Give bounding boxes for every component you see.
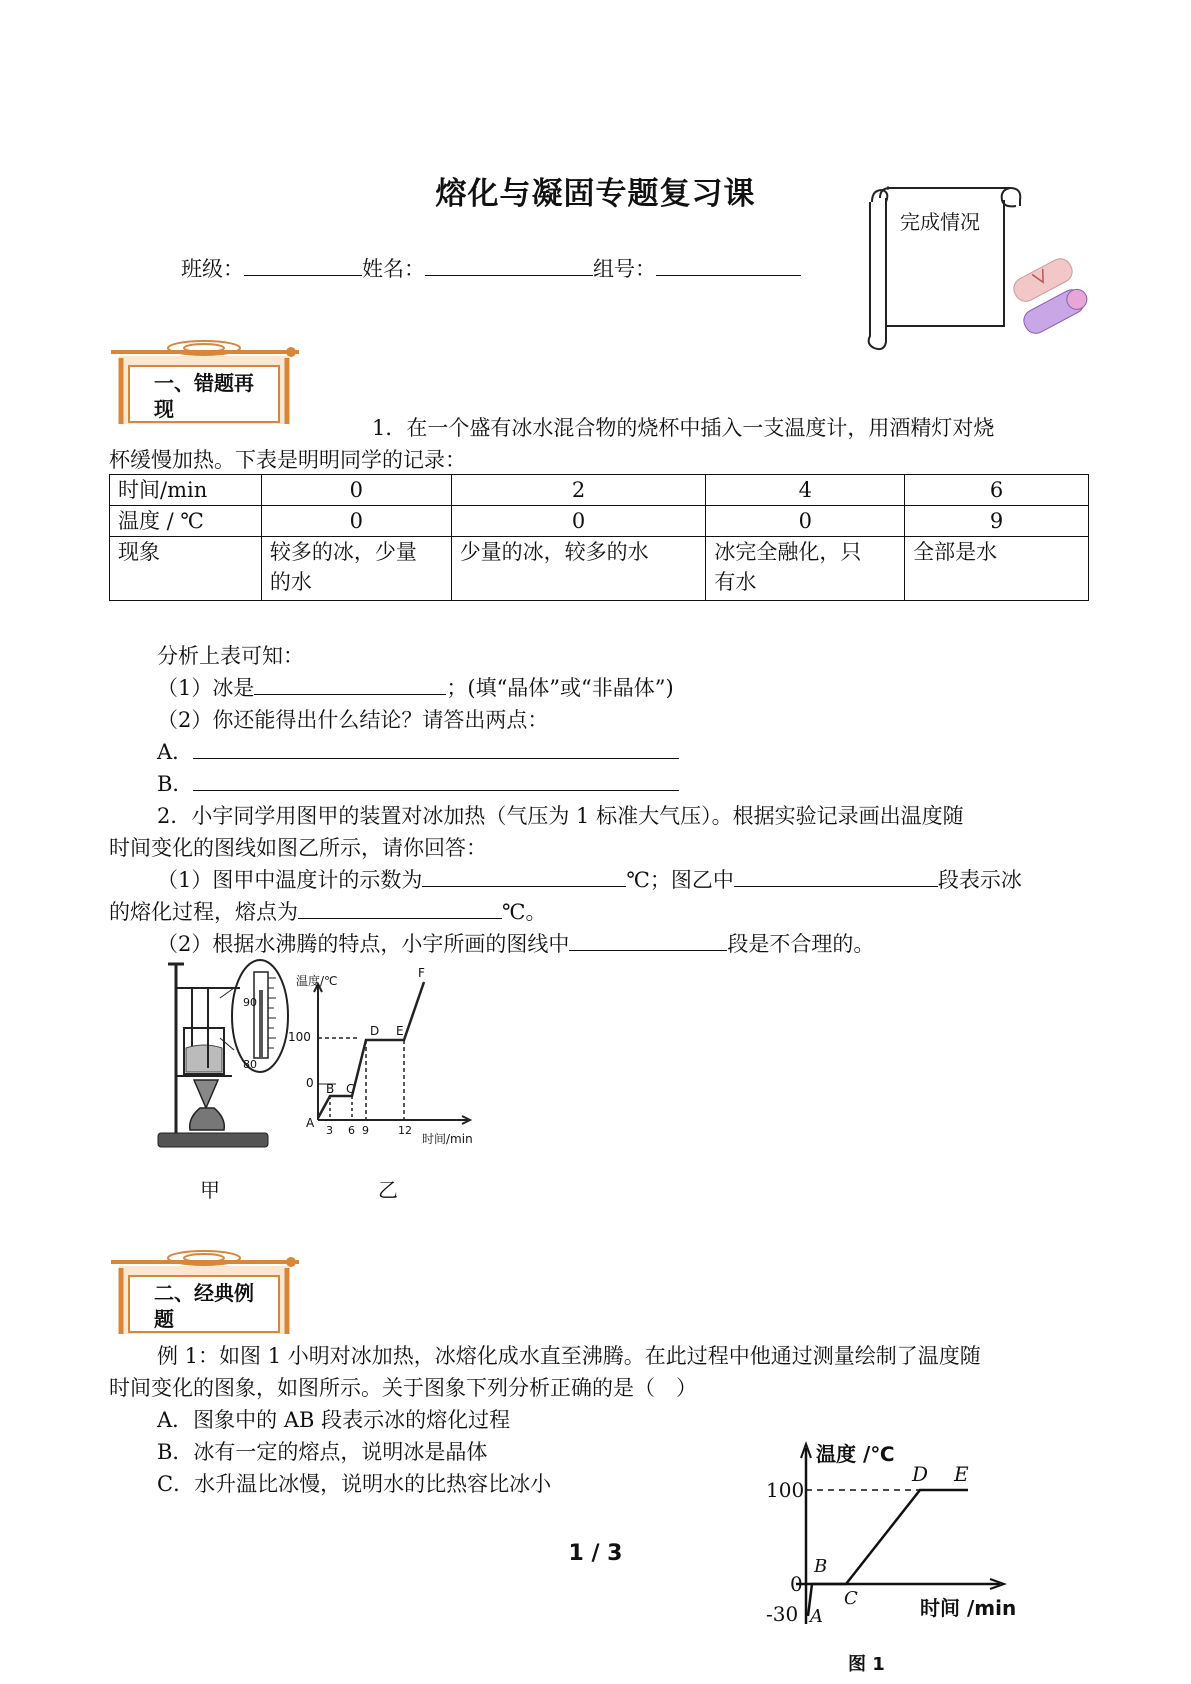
q2-part1-c: 段表示冰 <box>937 868 1022 892</box>
point-f-label: F <box>418 966 425 980</box>
table-cell: 4 <box>706 475 905 506</box>
x-tick-6: 6 <box>348 1124 355 1137</box>
cell-line: 全部是水 <box>913 540 998 564</box>
fig1-point-e: E <box>954 1462 969 1486</box>
x-tick-3: 3 <box>326 1124 333 1137</box>
point-b-label: B <box>326 1082 335 1096</box>
q1-line2: 杯缓慢加热。下表是明明同学的记录： <box>109 448 466 472</box>
cell-line: 的水 <box>269 570 312 594</box>
figure-1-ylabel: 温度 /℃ <box>816 1442 895 1466</box>
q2-part2-b: 段是不合理的。 <box>727 932 875 956</box>
point-a-label: A <box>306 1116 315 1130</box>
section-2-title-line2: 题 <box>154 1307 174 1331</box>
melting-segment-blank[interactable] <box>734 864 938 887</box>
name-blank[interactable] <box>425 253 593 276</box>
figure-1-xlabel: 时间 /min <box>920 1596 1017 1620</box>
unreasonable-segment-blank[interactable] <box>569 928 727 951</box>
graph-xlabel: 时间/min <box>422 1132 473 1146</box>
q1-part2: （2）你还能得出什么结论？请答出两点： <box>157 708 549 732</box>
table-cell: 0 <box>451 506 706 537</box>
table-cell: 现象 <box>110 537 262 601</box>
q2-part1-b: ℃；图乙中 <box>626 868 734 892</box>
page-number: 1 / 3 <box>568 1541 623 1566</box>
section-1-title-line1: 一、错题再 <box>154 371 254 395</box>
q1-answer-b <box>157 768 679 800</box>
answer-a-label: A． <box>157 740 194 764</box>
student-info-line <box>181 253 801 285</box>
table-cell: 时间/min <box>110 475 262 506</box>
cell-line: 少量的冰，较多的水 <box>459 540 649 564</box>
point-d-label: D <box>370 1024 380 1038</box>
table-cell: 6 <box>905 475 1089 506</box>
fig1-point-a: A <box>810 1606 823 1627</box>
table-cell: 0 <box>706 506 905 537</box>
figure-yi <box>288 966 490 1153</box>
x-tick-12: 12 <box>398 1124 412 1137</box>
cell-line: 冰完全融化，只 <box>714 540 862 564</box>
cell-line: 较多的冰，少量 <box>269 540 417 564</box>
q1-crystal-blank[interactable] <box>254 672 446 695</box>
group-label: 组号： <box>593 257 656 281</box>
ex1-option-b: B．冰有一定的熔点，说明冰是晶体 <box>157 1440 488 1464</box>
fig1-point-d: D <box>912 1462 929 1486</box>
ex1-option-a: A．图象中的 AB 段表示冰的熔化过程 <box>157 1408 511 1432</box>
thermometer-reading-blank[interactable] <box>422 864 626 887</box>
point-e-label: E <box>396 1024 404 1038</box>
y-tick-100: 100 <box>288 1030 311 1044</box>
fig1-point-b: B <box>814 1556 828 1577</box>
x-tick-9: 9 <box>362 1124 369 1137</box>
page-title: 熔化与凝固专题复习课 <box>435 176 756 212</box>
ex1-line2: 时间变化的图象，如图所示。关于图象下列分析正确的是（ ） <box>109 1376 697 1400</box>
name-label: 姓名： <box>362 257 425 281</box>
table-cell: 温度 / ℃ <box>110 506 262 537</box>
q2-part2-a: （2）根据水沸腾的特点，小宇所画的图线中 <box>157 932 570 956</box>
ex1-option-c: C．水升温比冰慢，说明水的比热容比冰小 <box>157 1472 552 1496</box>
q1-line1: 1．在一个盛有冰水混合物的烧杯中插入一支温度计，用酒精灯对烧 <box>372 416 995 440</box>
record-table <box>109 474 1089 601</box>
section-2-title-line1: 二、经典例 <box>154 1281 254 1305</box>
table-cell <box>905 537 1089 601</box>
ex1-line1: 例 1：如图 1 小明对冰加热，冰熔化成水直至沸腾。在此过程中他通过测量绘制了温度随 <box>157 1344 981 1368</box>
table-cell <box>706 537 905 601</box>
section-banner-1 <box>109 338 309 426</box>
table-cell <box>261 537 451 601</box>
q2-line2: 时间变化的图线如图乙所示，请你回答： <box>109 836 487 860</box>
table-row <box>110 537 1089 601</box>
completion-scroll <box>860 176 1090 356</box>
q2-part1-e: ℃。 <box>502 900 547 924</box>
q2-part1 <box>157 864 1022 896</box>
q2-part2 <box>157 928 874 960</box>
answer-b-blank[interactable] <box>193 768 679 791</box>
table-row <box>110 506 1089 537</box>
figure-jia <box>150 958 300 1158</box>
q1-part1-suffix: ；(填“晶体”或“非晶体”) <box>446 676 674 700</box>
cell-line: 有水 <box>714 570 757 594</box>
figure-jia-caption: 甲 <box>200 1178 220 1202</box>
analysis-text: 分析上表可知： <box>157 644 304 668</box>
class-label: 班级： <box>181 257 244 281</box>
figure-1-caption: 图 1 <box>848 1654 885 1675</box>
q2-part1-a: （1）图甲中温度计的示数为 <box>157 868 423 892</box>
table-cell: 2 <box>451 475 706 506</box>
section-1-title-line2: 现 <box>154 397 174 421</box>
fig1-y-tick-100: 100 <box>766 1478 805 1502</box>
class-blank[interactable] <box>244 253 362 276</box>
figure-1 <box>760 1434 1030 1634</box>
q2-part1-d: 的熔化过程，熔点为 <box>109 900 298 924</box>
scroll-label: 完成情况 <box>900 210 980 234</box>
fig1-y-tick-neg30: -30 <box>766 1602 799 1626</box>
q1-answer-a <box>157 736 679 768</box>
answer-b-label: B． <box>157 772 194 796</box>
figure-yi-caption: 乙 <box>378 1178 398 1202</box>
fig1-y-tick-0: 0 <box>790 1572 803 1596</box>
q2-line1: 2．小宇同学用图甲的装置对冰加热（气压为 1 标准大气压）。根据实验记录画出温度随 <box>157 804 964 828</box>
table-row <box>110 475 1089 506</box>
melting-point-blank[interactable] <box>298 896 502 919</box>
apparatus-graphic <box>150 958 300 1158</box>
table-cell: 0 <box>261 506 451 537</box>
table-cell: 0 <box>261 475 451 506</box>
thermo-tick-80: 80 <box>243 1058 257 1071</box>
y-tick-0: 0 <box>306 1076 314 1090</box>
answer-a-blank[interactable] <box>193 736 679 759</box>
q1-part1 <box>157 672 674 704</box>
q2-part1-cont <box>109 896 547 928</box>
scroll-graphic <box>860 176 1090 356</box>
group-blank[interactable] <box>656 253 801 276</box>
fig1-point-c: C <box>844 1588 858 1609</box>
table-cell: 9 <box>905 506 1089 537</box>
section-banner-2 <box>109 1248 309 1336</box>
thermo-tick-90: 90 <box>243 996 257 1009</box>
q1-part1-prefix: （1）冰是 <box>157 676 255 700</box>
graph-ylabel: 温度/℃ <box>296 974 338 988</box>
point-c-label: C <box>346 1082 355 1096</box>
table-cell <box>451 537 706 601</box>
